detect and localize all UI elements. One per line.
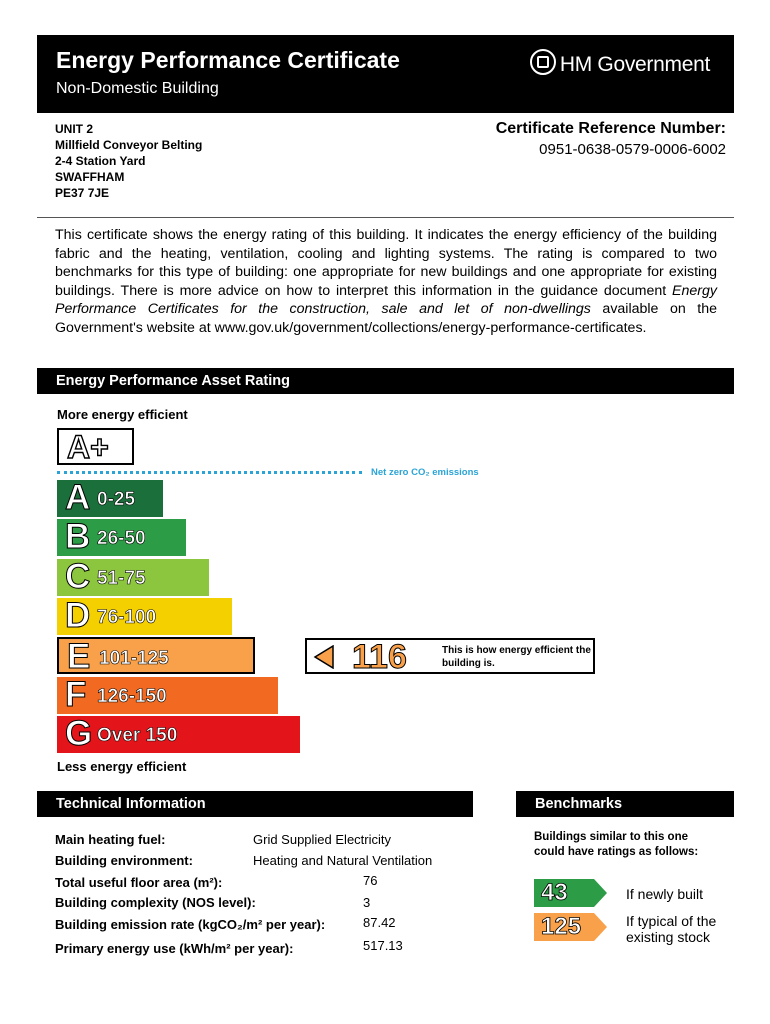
pointer-arrow-icon [313, 645, 335, 669]
tech-label-heating-fuel: Main heating fuel: [55, 832, 166, 847]
band-range: 26-50 [97, 528, 146, 549]
tech-value-primary-energy: 517.13 [363, 938, 403, 953]
certificate-header [37, 35, 734, 113]
band-d [57, 598, 232, 635]
band-range: 101-125 [99, 648, 169, 669]
intro-paragraph [55, 226, 717, 337]
band-g [57, 716, 300, 753]
page-subtitle: Non-Domestic Building [56, 80, 219, 97]
benchmark-label: If typical of the existing stock [626, 913, 717, 945]
benchmarks-section-header: Benchmarks [516, 791, 734, 817]
tech-label-emission-rate: Building emission rate (kgCO₂/m² per year): [55, 917, 326, 932]
benchmark-existing-stock [534, 913, 608, 941]
net-zero-label: Net zero CO₂ emissions [371, 467, 479, 478]
band-letter: A [65, 478, 91, 517]
band-letter: F [65, 675, 87, 714]
tech-value-floor-area: 76 [363, 873, 378, 888]
more-efficient-label: More energy efficient [57, 407, 188, 422]
current-rating-value: 116 [352, 638, 407, 676]
band-range: Over 150 [97, 725, 178, 746]
band-b [57, 519, 186, 556]
technical-info-section-header: Technical Information [37, 791, 473, 817]
band-c [57, 559, 209, 596]
current-rating-pointer [305, 638, 595, 674]
tech-label-floor-area: Total useful floor area (m²): [55, 875, 223, 890]
band-f [57, 677, 278, 714]
address-line: PE37 7JE [55, 186, 110, 200]
government-name: HM Government [559, 53, 710, 76]
band-range: 76-100 [97, 607, 157, 628]
tech-label-primary-energy: Primary energy use (kWh/m² per year): [55, 941, 294, 956]
tech-label-complexity: Building complexity (NOS level): [55, 895, 256, 910]
band-range: 126-150 [97, 686, 167, 707]
benchmark-label: If newly built [626, 886, 704, 902]
royal-crest-icon [530, 49, 556, 75]
net-zero-dotted-line [57, 471, 362, 474]
band-letter: G [65, 714, 93, 753]
address-line: 2-4 Station Yard [55, 154, 146, 168]
band-range: 51-75 [97, 568, 146, 589]
band-aplus-letter: A+ [67, 429, 109, 465]
band-letter: C [65, 557, 91, 596]
tech-label-environment: Building environment: [55, 853, 193, 868]
intro-text: This certificate shows the energy rating of this building. It indicates the energy efficiency of the building fabric and the heating, ventilation, cooling and lighting systems. The rating is compared to two benchmarks for this type of building: one appropriate for new buildings and one appropriate for existing buildings. There is more advice on how to interpret this information in the guidance document [55, 227, 717, 299]
benchmarks-intro: Buildings similar to this one could have ratings as follows: [534, 831, 699, 858]
benchmark-value: 125 [541, 913, 582, 940]
divider [37, 217, 734, 218]
band-letter: B [65, 517, 91, 556]
band-a [57, 480, 163, 517]
address-line: Millfield Conveyor Belting [55, 138, 203, 152]
band-range: 0-25 [97, 489, 136, 510]
band-aplus [57, 428, 134, 465]
current-rating-caption: This is how energy efficient the building is. [442, 645, 591, 669]
intro-text-end: available on the Government's website at www.gov.uk/government/collections/energy-performance-certificates. [55, 301, 717, 336]
building-address [55, 121, 202, 201]
tech-value-emission-rate: 87.42 [363, 915, 396, 930]
guidance-document-title: Energy Performance Certificates for the construction, sale and let of non-dwellings [55, 282, 717, 317]
band-e [57, 637, 255, 674]
asset-rating-section-header: Energy Performance Asset Rating [37, 368, 734, 394]
certificate-reference-label: Certificate Reference Number: [495, 120, 726, 137]
certificate-reference-number: 0951-0638-0579-0006-6002 [539, 141, 726, 158]
less-efficient-label: Less energy efficient [57, 759, 187, 774]
benchmark-new-build [534, 879, 608, 907]
band-letter: D [65, 596, 91, 635]
tech-value-environment: Heating and Natural Ventilation [253, 853, 433, 868]
hm-government-logo [530, 49, 710, 77]
page-title: Energy Performance Certificate [56, 47, 400, 73]
address-line: SWAFFHAM [55, 170, 125, 184]
benchmark-value: 43 [541, 879, 568, 906]
band-letter: E [67, 637, 91, 676]
tech-value-heating-fuel: Grid Supplied Electricity [253, 832, 391, 847]
tech-value-complexity: 3 [363, 895, 371, 910]
address-line: UNIT 2 [55, 122, 94, 136]
